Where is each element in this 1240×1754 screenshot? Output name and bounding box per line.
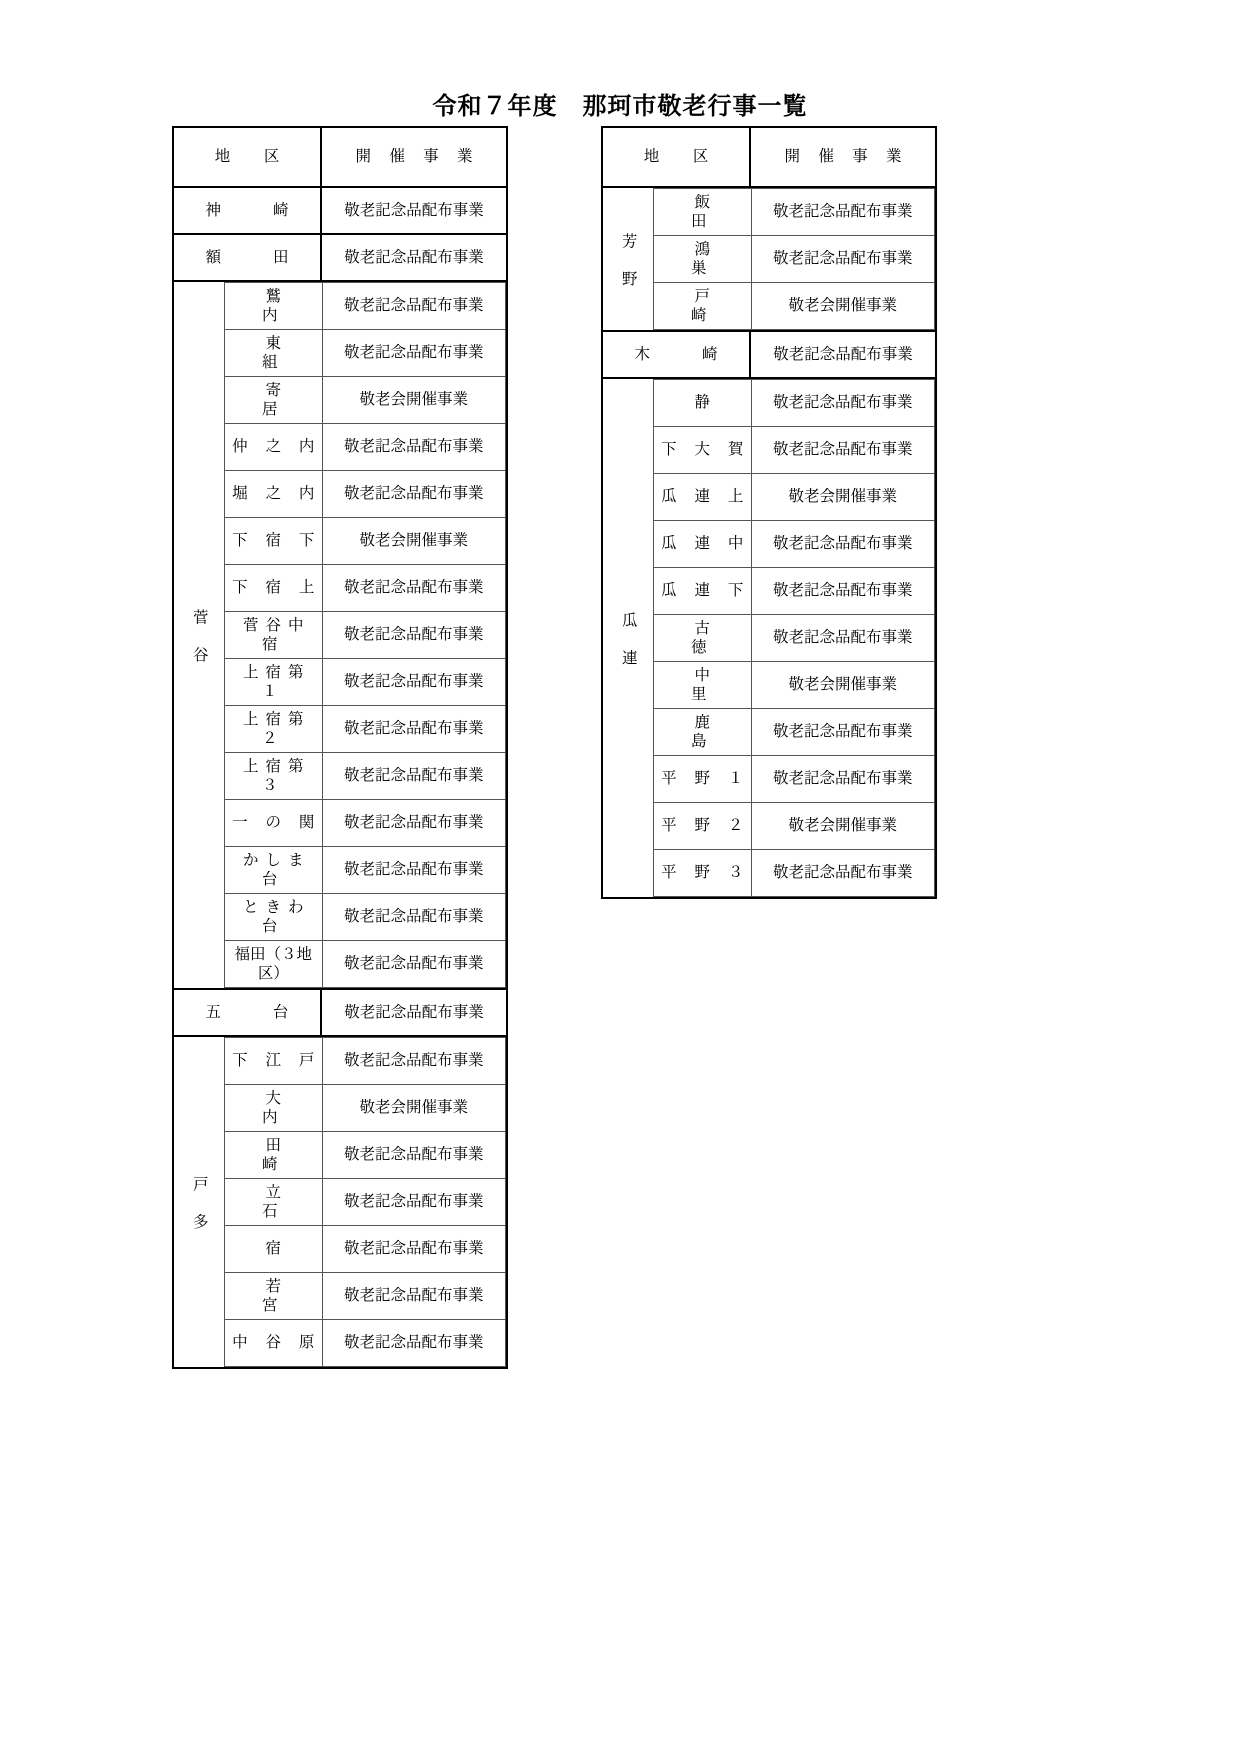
table-row <box>654 756 935 803</box>
table-row <box>654 236 935 283</box>
event-name-cell: 敬老記念品配布事業 <box>322 612 505 659</box>
table-row <box>654 615 935 662</box>
district-table-right <box>601 126 937 899</box>
district-group-row <box>173 1036 507 1368</box>
district-name-cell: 古 徳 <box>654 615 752 662</box>
district-group-row <box>602 378 936 898</box>
district-group-label <box>603 379 653 897</box>
event-name-cell: 敬老記念品配布事業 <box>751 709 934 756</box>
event-name-cell: 敬老記念品配布事業 <box>322 471 505 518</box>
event-name-cell: 敬老記念品配布事業 <box>322 1132 505 1179</box>
event-name-cell: 敬老記念品配布事業 <box>751 850 934 897</box>
event-name-cell: 敬老記念品配布事業 <box>322 424 505 471</box>
event-name-cell: 敬老記念品配布事業 <box>751 568 934 615</box>
district-group-label-text: 戸多 <box>190 1175 208 1251</box>
page-title: 令和７年度 那珂市敬老行事一覧 <box>432 93 808 121</box>
district-name-cell: 下 江 戸 <box>225 1038 323 1085</box>
table-row <box>654 709 935 756</box>
district-group-cell <box>173 1036 507 1368</box>
district-group-label-text: 芳野 <box>619 232 637 308</box>
table-row <box>225 800 506 847</box>
event-name-cell: 敬老記念品配布事業 <box>751 380 934 427</box>
event-name-cell: 敬老記念品配布事業 <box>751 236 934 283</box>
event-name-cell: 敬老記念品配布事業 <box>321 234 507 281</box>
table-row <box>173 234 507 281</box>
event-name-cell: 敬老会開催事業 <box>322 377 505 424</box>
district-name-cell: 下 宿 下 <box>225 518 323 565</box>
district-name-cell: 仲 之 内 <box>225 424 323 471</box>
district-name-cell: 飯 田 <box>654 189 752 236</box>
district-name-cell: 堀 之 内 <box>225 471 323 518</box>
table-row <box>173 187 507 234</box>
event-name-cell: 敬老記念品配布事業 <box>750 331 936 378</box>
district-name-cell: 瓜 連 上 <box>654 474 752 521</box>
table-row <box>654 662 935 709</box>
district-name-cell: 下 大 賀 <box>654 427 752 474</box>
event-name-cell: 敬老記念品配布事業 <box>322 1226 505 1273</box>
table-row <box>225 424 506 471</box>
event-name-cell: 敬老記念品配布事業 <box>322 1273 505 1320</box>
table-row <box>225 283 506 330</box>
district-group-wrapper <box>174 1037 506 1367</box>
district-group-label <box>174 282 224 988</box>
table-left-body <box>173 127 507 1368</box>
sub-district-table <box>224 282 506 988</box>
event-name-cell: 敬老記念品配布事業 <box>751 189 934 236</box>
table-row <box>654 568 935 615</box>
table-row <box>654 189 935 236</box>
district-group-wrapper <box>174 282 506 988</box>
district-name-cell: 鷲 内 <box>225 283 323 330</box>
district-group-label <box>174 1037 224 1367</box>
event-name-cell: 敬老会開催事業 <box>751 803 934 850</box>
event-name-cell: 敬老記念品配布事業 <box>322 1038 505 1085</box>
event-name-cell: 敬老記念品配布事業 <box>322 800 505 847</box>
table-row <box>225 894 506 941</box>
table-row <box>225 1132 506 1179</box>
district-name-cell: 瓜 連 下 <box>654 568 752 615</box>
event-name-cell: 敬老記念品配布事業 <box>322 565 505 612</box>
district-name-cell: 寄 居 <box>225 377 323 424</box>
event-name-cell: 敬老記念品配布事業 <box>751 756 934 803</box>
event-name-cell: 敬老会開催事業 <box>751 662 934 709</box>
table-row <box>225 941 506 988</box>
district-group-cell <box>173 281 507 989</box>
table-row <box>602 331 936 378</box>
table-row <box>225 471 506 518</box>
district-name-cell: 平 野 ２ <box>654 803 752 850</box>
table-row <box>225 612 506 659</box>
event-name-cell: 敬老記念品配布事業 <box>322 1179 505 1226</box>
column-header-area: 地 区 <box>602 127 750 187</box>
event-name-cell: 敬老記念品配布事業 <box>322 847 505 894</box>
event-name-cell: 敬老記念品配布事業 <box>751 615 934 662</box>
table-right-body <box>602 127 936 898</box>
event-name-cell: 敬老会開催事業 <box>322 518 505 565</box>
table-row <box>225 377 506 424</box>
event-name-cell: 敬老記念品配布事業 <box>322 894 505 941</box>
table-row <box>225 1085 506 1132</box>
table-row <box>225 518 506 565</box>
table-row <box>225 1320 506 1367</box>
table-row <box>654 427 935 474</box>
sub-district-table <box>653 379 935 897</box>
event-name-cell: 敬老記念品配布事業 <box>321 989 507 1036</box>
event-name-cell: 敬老記念品配布事業 <box>322 283 505 330</box>
table-row <box>654 850 935 897</box>
district-group-cell <box>602 378 936 898</box>
table-row <box>225 706 506 753</box>
table-row <box>225 330 506 377</box>
event-name-cell: 敬老記念品配布事業 <box>322 330 505 377</box>
table-header-row <box>602 127 936 187</box>
event-name-cell: 敬老会開催事業 <box>751 283 934 330</box>
event-name-cell: 敬老記念品配布事業 <box>322 1320 505 1367</box>
event-name-cell: 敬老記念品配布事業 <box>322 941 505 988</box>
event-name-cell: 敬老会開催事業 <box>322 1085 505 1132</box>
district-name-cell: 一 の 関 <box>225 800 323 847</box>
table-row <box>225 659 506 706</box>
table-row <box>225 753 506 800</box>
table-header-row <box>173 127 507 187</box>
district-name-cell: ときわ台 <box>225 894 323 941</box>
event-name-cell: 敬老記念品配布事業 <box>322 659 505 706</box>
district-name-cell: 大 内 <box>225 1085 323 1132</box>
district-group-row <box>173 281 507 989</box>
district-name-cell: 上宿第２ <box>225 706 323 753</box>
sub-district-table <box>224 1037 506 1367</box>
district-name-cell: 立 石 <box>225 1179 323 1226</box>
table-row <box>225 1179 506 1226</box>
event-name-cell: 敬老記念品配布事業 <box>321 187 507 234</box>
column-header-event: 開 催 事 業 <box>321 127 507 187</box>
district-group-wrapper <box>603 379 935 897</box>
district-name-cell: 平 野 ３ <box>654 850 752 897</box>
district-name-cell: 下 宿 上 <box>225 565 323 612</box>
district-name-cell: 鹿 島 <box>654 709 752 756</box>
table-row <box>654 380 935 427</box>
district-group-label-text: 瓜連 <box>619 611 637 687</box>
district-group-cell <box>602 187 936 331</box>
table-row <box>225 847 506 894</box>
sub-district-table <box>653 188 935 330</box>
district-name-cell: 上宿第１ <box>225 659 323 706</box>
district-name-cell: 宿 <box>225 1226 323 1273</box>
event-name-cell: 敬老記念品配布事業 <box>322 706 505 753</box>
district-table-left <box>172 126 508 1369</box>
district-name-cell: 中 里 <box>654 662 752 709</box>
district-name-cell: 静 <box>654 380 752 427</box>
district-name-cell: 上宿第３ <box>225 753 323 800</box>
table-row <box>654 283 935 330</box>
district-name-cell: 若 宮 <box>225 1273 323 1320</box>
table-row <box>225 1038 506 1085</box>
table-row <box>225 565 506 612</box>
event-name-cell: 敬老記念品配布事業 <box>322 753 505 800</box>
event-name-cell: 敬老会開催事業 <box>751 474 934 521</box>
table-row <box>225 1226 506 1273</box>
table-row <box>225 1273 506 1320</box>
column-header-area: 地 区 <box>173 127 321 187</box>
table-row <box>654 521 935 568</box>
district-group-label-text: 菅谷 <box>190 608 208 684</box>
district-name-cell: 木 崎 <box>602 331 750 378</box>
table-row <box>173 989 507 1036</box>
district-group-wrapper <box>603 188 935 330</box>
event-name-cell: 敬老記念品配布事業 <box>751 521 934 568</box>
district-name-cell: 神 崎 <box>173 187 321 234</box>
district-group-row <box>602 187 936 331</box>
district-group-label <box>603 188 653 330</box>
district-name-cell: 鴻 巣 <box>654 236 752 283</box>
district-name-cell: 戸 崎 <box>654 283 752 330</box>
district-name-cell: 五 台 <box>173 989 321 1036</box>
district-name-cell: 瓜 連 中 <box>654 521 752 568</box>
table-row <box>654 803 935 850</box>
column-header-event: 開 催 事 業 <box>750 127 936 187</box>
district-name-cell: 菅谷中宿 <box>225 612 323 659</box>
district-name-cell: 田 崎 <box>225 1132 323 1179</box>
district-name-cell: 福田（３地区） <box>225 941 323 988</box>
district-name-cell: 中 谷 原 <box>225 1320 323 1367</box>
table-row <box>654 474 935 521</box>
district-name-cell: 額 田 <box>173 234 321 281</box>
event-name-cell: 敬老記念品配布事業 <box>751 427 934 474</box>
district-name-cell: 東 組 <box>225 330 323 377</box>
district-name-cell: 平 野 １ <box>654 756 752 803</box>
district-name-cell: かしま台 <box>225 847 323 894</box>
